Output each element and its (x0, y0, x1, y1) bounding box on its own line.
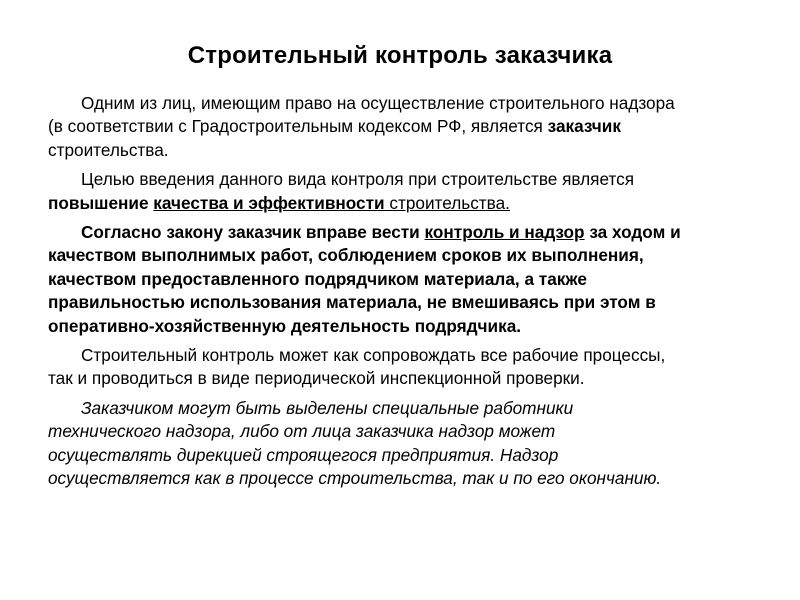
text-run: за ходом и (584, 222, 681, 243)
text-run: качества и эффективности (153, 192, 385, 213)
text-run: технического надзора, либо от лица заказчика надзор может (48, 421, 556, 442)
text-run: качеством предоставленного подрядчиком материала, а также (48, 268, 587, 289)
text-run: строительства. (384, 192, 510, 213)
text-run: повышение (48, 192, 154, 213)
text-run: Согласно закону заказчик вправе вести (81, 222, 425, 243)
text-run: Строительный контроль может как сопровождать все рабочие процессы, (81, 345, 666, 366)
text-run: оперативно-хозяйственную деятельность подрядчика. (48, 315, 522, 336)
text-run: заказчик (547, 116, 621, 137)
paragraph (48, 344, 788, 391)
text-run: (в соответствии с Градостроительным кодексом РФ, является (48, 116, 548, 137)
text-run: осуществлять дирекцией строящегося предприятия. Надзор (48, 444, 559, 465)
paragraph (48, 221, 788, 338)
text-run: качеством выполнимых работ, соблюдением сроков их выполнения, (48, 245, 644, 266)
text-run: строительства. (48, 139, 169, 160)
paragraph (48, 397, 788, 491)
text-run: правильностью использования материала, не вмешиваясь при этом в (48, 292, 656, 313)
slide-body (48, 92, 788, 497)
paragraph (48, 92, 788, 162)
paragraph (48, 168, 788, 215)
text-run: осуществляется как в процессе строительства, так и по его окончанию. (48, 468, 662, 489)
text-run: так и проводиться в виде периодической инспекционной проверки. (48, 368, 585, 389)
text-run: Заказчиком могут быть выделены специальные работники (81, 397, 574, 418)
slide-title: Строительный контроль заказчика (187, 42, 613, 69)
text-run: Одним из лиц, имеющим право на осуществление строительного надзора (81, 93, 675, 113)
text-run: Целью введения данного вида контроля при строительстве является (81, 169, 635, 190)
text-run: контроль и надзор (424, 222, 585, 243)
